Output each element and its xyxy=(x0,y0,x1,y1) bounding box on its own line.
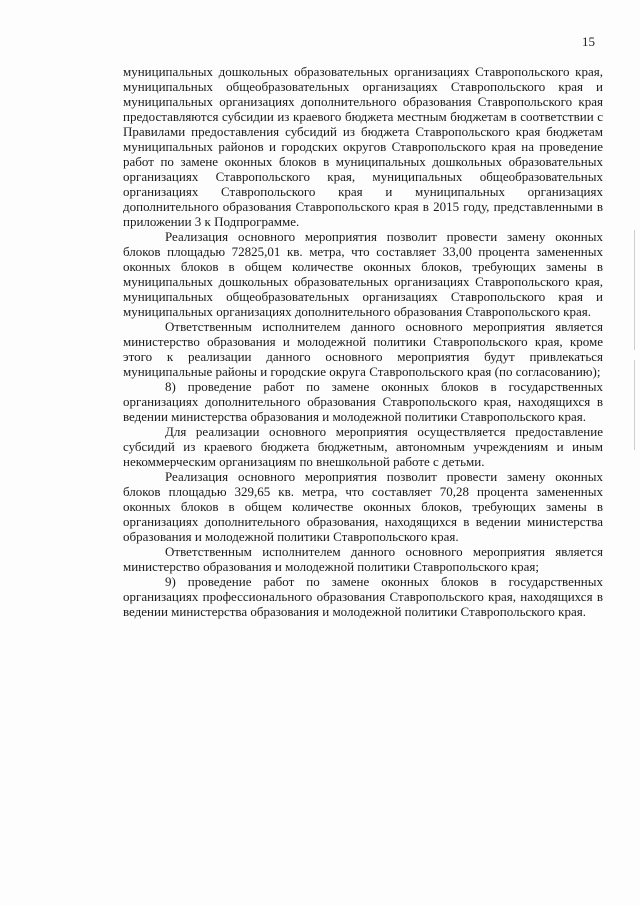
paragraph-subsidies-state: Для реализации основного мероприятия осуществляется предоставление субсидий из краевого бюджета бюджетным, автономным учреждениям и иным некоммерческим организациям по внешкольной работе с детьми. xyxy=(123,424,603,469)
paragraph-responsible-municipal: Ответственным исполнителем данного основного мероприятия является министерство образования и молодежной политики Ставропольского края, кроме этого к реализации данного основного мероприятия будут привлекаться муниципальные районы и городские округа Ставропольского края (по согласованию); xyxy=(123,319,603,379)
document-body xyxy=(123,64,603,619)
scan-artifact-line xyxy=(634,230,635,350)
paragraph-item-9: 9) проведение работ по замене оконных блоков в государственных организациях профессионального образования Ставропольского края, находящихся в ведении министерства образования и молодежной политики Ставропольского края. xyxy=(123,574,603,619)
paragraph-implementation-state: Реализация основного мероприятия позволит провести замену оконных блоков площадью 329,65 кв. метра, что составляет 70,28 процента замененных оконных блоков в общем количестве оконных блоков, требующих замены в организациях дополнительного образования, находящихся в ведении министерства образования и молодежной политики Ставропольского края. xyxy=(123,469,603,544)
scan-artifact-line xyxy=(634,360,635,450)
paragraph-item-8: 8) проведение работ по замене оконных блоков в государственных организациях дополнительного образования Ставропольского края, находящихся в ведении министерства образования и молодежной политики Ставропольского края. xyxy=(123,379,603,424)
paragraph-subsidies-municipal: муниципальных дошкольных образовательных организациях Ставропольского края, муниципальных общеобразовательных организациях Ставропольского края и муниципальных организациях дополнительного образования Ставропольского края предоставляются субсидии из краевого бюджета местным бюджетам в соответствии с Правилами предоставления субсидий из бюджета Ставропольского края бюджетам муниципальных районов и городских округов Ставропольского края на проведение работ по замене оконных блоков в муниципальных дошкольных образовательных организациях Ставропольского края, муниципальных общеобразовательных организациях Ставропольского края и муниципальных организациях дополнительного образования Ставропольского края в 2015 году, представленными в приложении 3 к Подпрограмме. xyxy=(123,64,603,229)
page-number: 15 xyxy=(582,34,595,49)
paragraph-implementation-municipal: Реализация основного мероприятия позволит провести замену оконных блоков площадью 72825,01 кв. метра, что составляет 33,00 процента замененных оконных блоков в общем количестве оконных блоков, требующих замены в муниципальных дошкольных образовательных организациях Ставропольского края, муниципальных общеобразовательных организациях Ставропольского края и муниципальных организациях дополнительного образования Ставропольского края. xyxy=(123,229,603,319)
paragraph-responsible-state: Ответственным исполнителем данного основного мероприятия является министерство образования и молодежной политики Ставропольского края; xyxy=(123,544,603,574)
